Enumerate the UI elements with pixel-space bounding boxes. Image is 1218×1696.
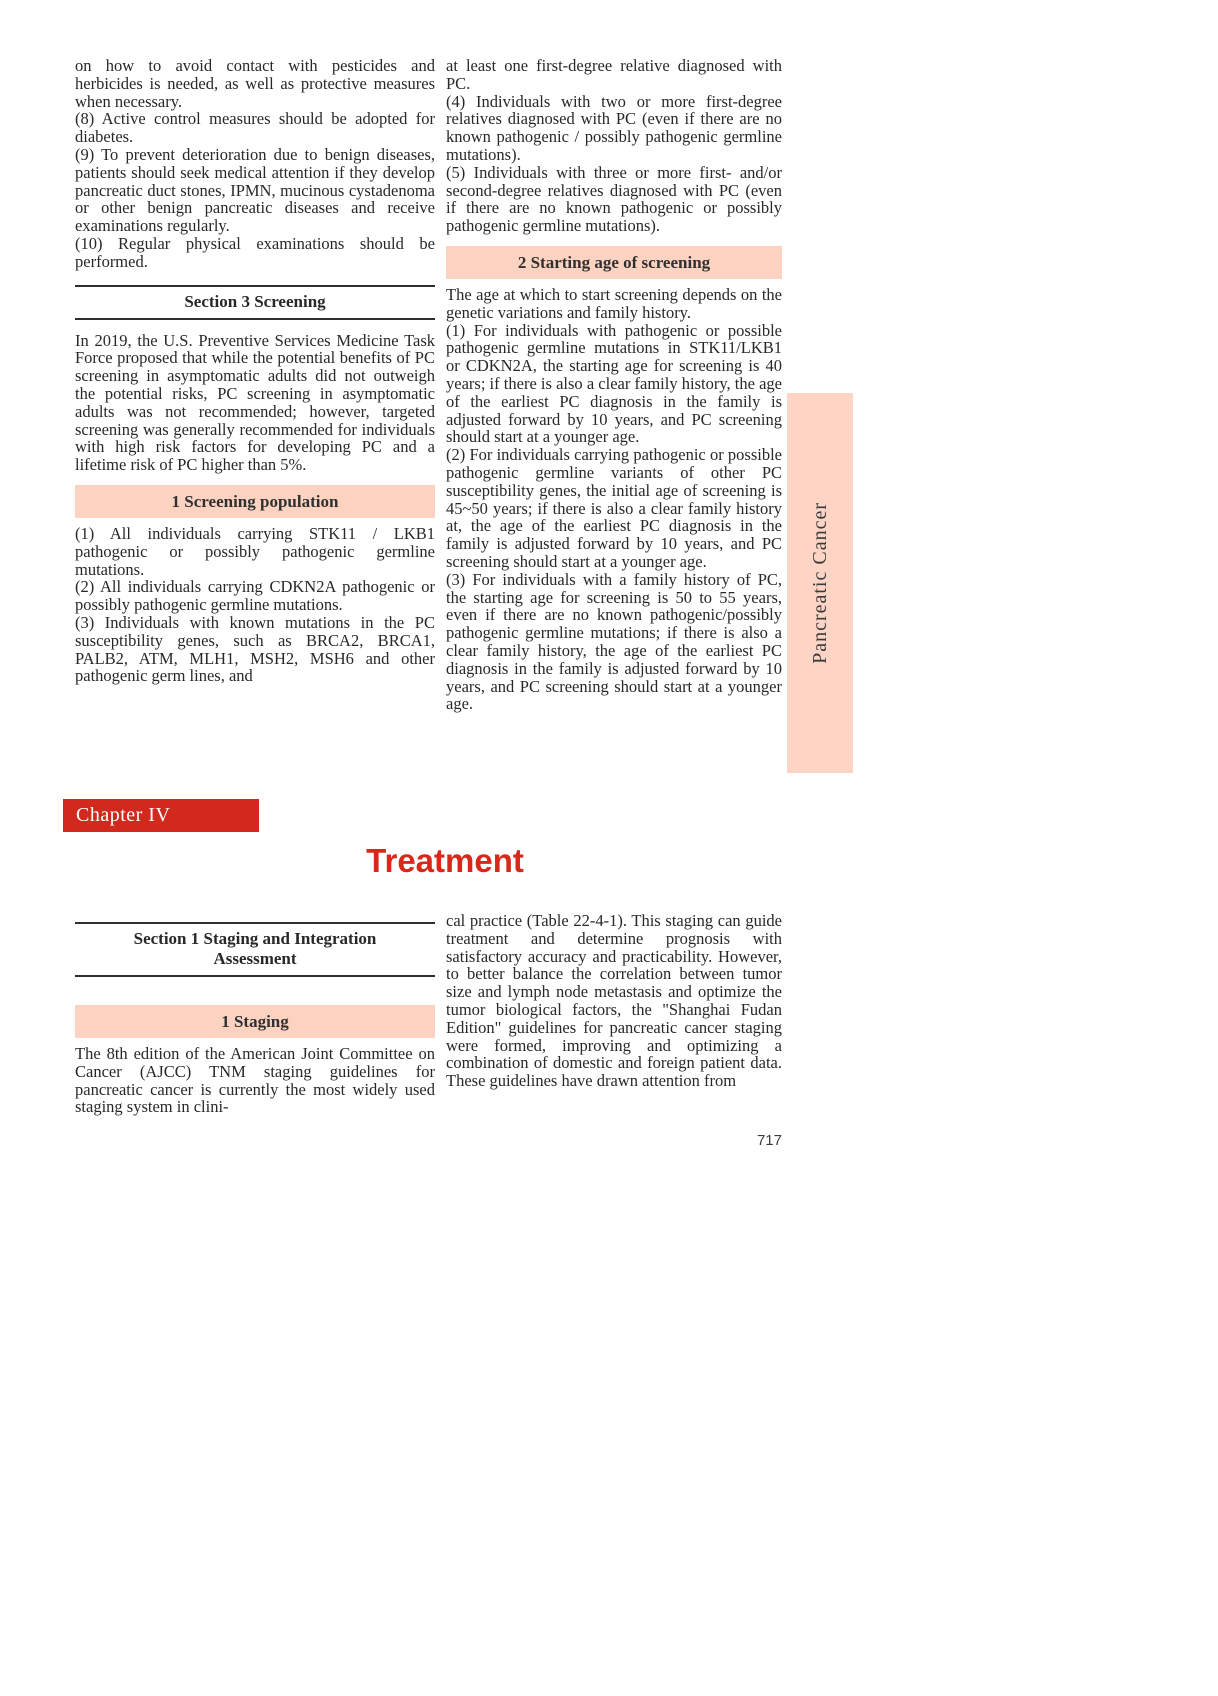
list-item: (5) Individuals with three or more first- and/or second-degree relatives diagnosed with PC (even if there are no known pathogenic or possibly pathogenic germline mutations). — [446, 162, 782, 236]
list-item: (1) For individuals with pathogenic or possible pathogenic germline mutations in STK11/LKB1 or CDKN2A, the starting age for screening is 40 years; if there is also a clear family history, the age of the earliest PC diagnosis in the family is adjusted forward by 10 years, and PC screening should start at a younger age. — [446, 320, 782, 447]
chapter-side-tab — [787, 393, 853, 773]
body-paragraph: at least one first-degree relative diagnosed with PC. — [446, 56, 782, 93]
body-paragraph: (10) Regular physical examinations should be performed. — [75, 233, 435, 271]
body-paragraph: (9) To prevent deterioration due to benign diseases, patients should seek medical attention if they develop pancreatic duct stones, IPMN, mucinous cystadenoma or other benign pancreatic diseases and receive examinations regularly. — [75, 144, 435, 236]
chapter-banner-label: Chapter IV — [76, 804, 171, 826]
starting-age-subheader: 2 Starting age of screening — [446, 246, 782, 279]
list-item: (2) For individuals carrying pathogenic or possible pathogenic germline variants of other PC susceptibility genes, the initial age of screening is 45~50 years; if there is also a clear family history at, the age of the earliest PC diagnosis in the family is adjusted forward by 10 years, and PC screening should start at a younger age. — [446, 445, 782, 571]
side-tab-label: Pancreatic Cancer — [808, 502, 831, 664]
bottom-right-column — [446, 912, 782, 1090]
section-header-line: Assessment — [213, 949, 297, 968]
list-item: (4) Individuals with two or more first-degree relatives diagnosed with PC (even if there are no known pathogenic / possibly pathogenic germline mutations). — [446, 91, 782, 164]
top-right-column — [446, 57, 782, 713]
section-3-screening-header: Section 3 Screening — [75, 285, 435, 320]
list-item: (1) All individuals carrying STK11 / LKB1 pathogenic or possibly pathogenic germline mutations. — [75, 523, 435, 579]
list-item: (2) All individuals carrying CDKN2A pathogenic or possibly pathogenic germline mutations. — [75, 577, 435, 615]
chapter-banner — [63, 799, 259, 832]
section-header-line: Section 1 Staging and Integration — [133, 929, 377, 948]
section-1-staging-header — [75, 922, 435, 977]
bottom-left-column — [75, 908, 435, 1116]
list-item: (3) Individuals with known mutations in the PC susceptibility genes, such as BRCA2, BRCA1, PALB2, ATM, MLH1, MSH2, MSH6 and other pathogenic germ lines, and — [75, 612, 435, 686]
top-left-column — [75, 57, 435, 685]
page-number: 717 — [756, 1132, 782, 1149]
body-paragraph: cal practice (Table 22-4-1). This staging can guide treatment and determine prognosis with satisfactory accuracy and practicability. However, to better balance the correlation between tumor size and lymph node metastasis and optimize the tumor biological factors, the "Shanghai Fudan Edition" guidelines for pancreatic cancer staging were formed, improving and optimizing a combination of domestic and foreign patient data. These guidelines have drawn attention from — [446, 911, 782, 1091]
screening-population-subheader: 1 Screening population — [75, 485, 435, 518]
section-intro-paragraph: In 2019, the U.S. Preventive Services Medicine Task Force proposed that while the potential benefits of PC screening in asymptomatic adults did not outweigh the potential risks, PC screening in asymptomatic adults was not recommended; however, targeted screening was generally recommended for individuals with high risk factors for developing PC and a lifetime risk of PC higher than 5%. — [75, 330, 435, 475]
body-paragraph: The 8th edition of the American Joint Committee on Cancer (AJCC) TNM staging guidelines for pancreatic cancer is currently the most widely used staging system in clini- — [75, 1044, 435, 1117]
chapter-title: Treatment — [366, 842, 524, 879]
body-paragraph: The age at which to start screening depends on the genetic variations and family history. — [446, 284, 782, 322]
list-item: (3) For individuals with a family history of PC, the starting age for screening is 50 to 55 years, even if there are no known pathogenic/possibly pathogenic germline mutations; if there is also a clear family history, the age of the earliest PC diagnosis in the family is adjusted forward by 10 years, and PC screening should start at a younger age. — [446, 569, 782, 714]
staging-subheader: 1 Staging — [75, 1005, 435, 1038]
body-paragraph: (8) Active control measures should be adopted for diabetes. — [75, 109, 435, 147]
body-paragraph: on how to avoid contact with pesticides and herbicides is needed, as well as protective measures when necessary. — [75, 56, 435, 111]
